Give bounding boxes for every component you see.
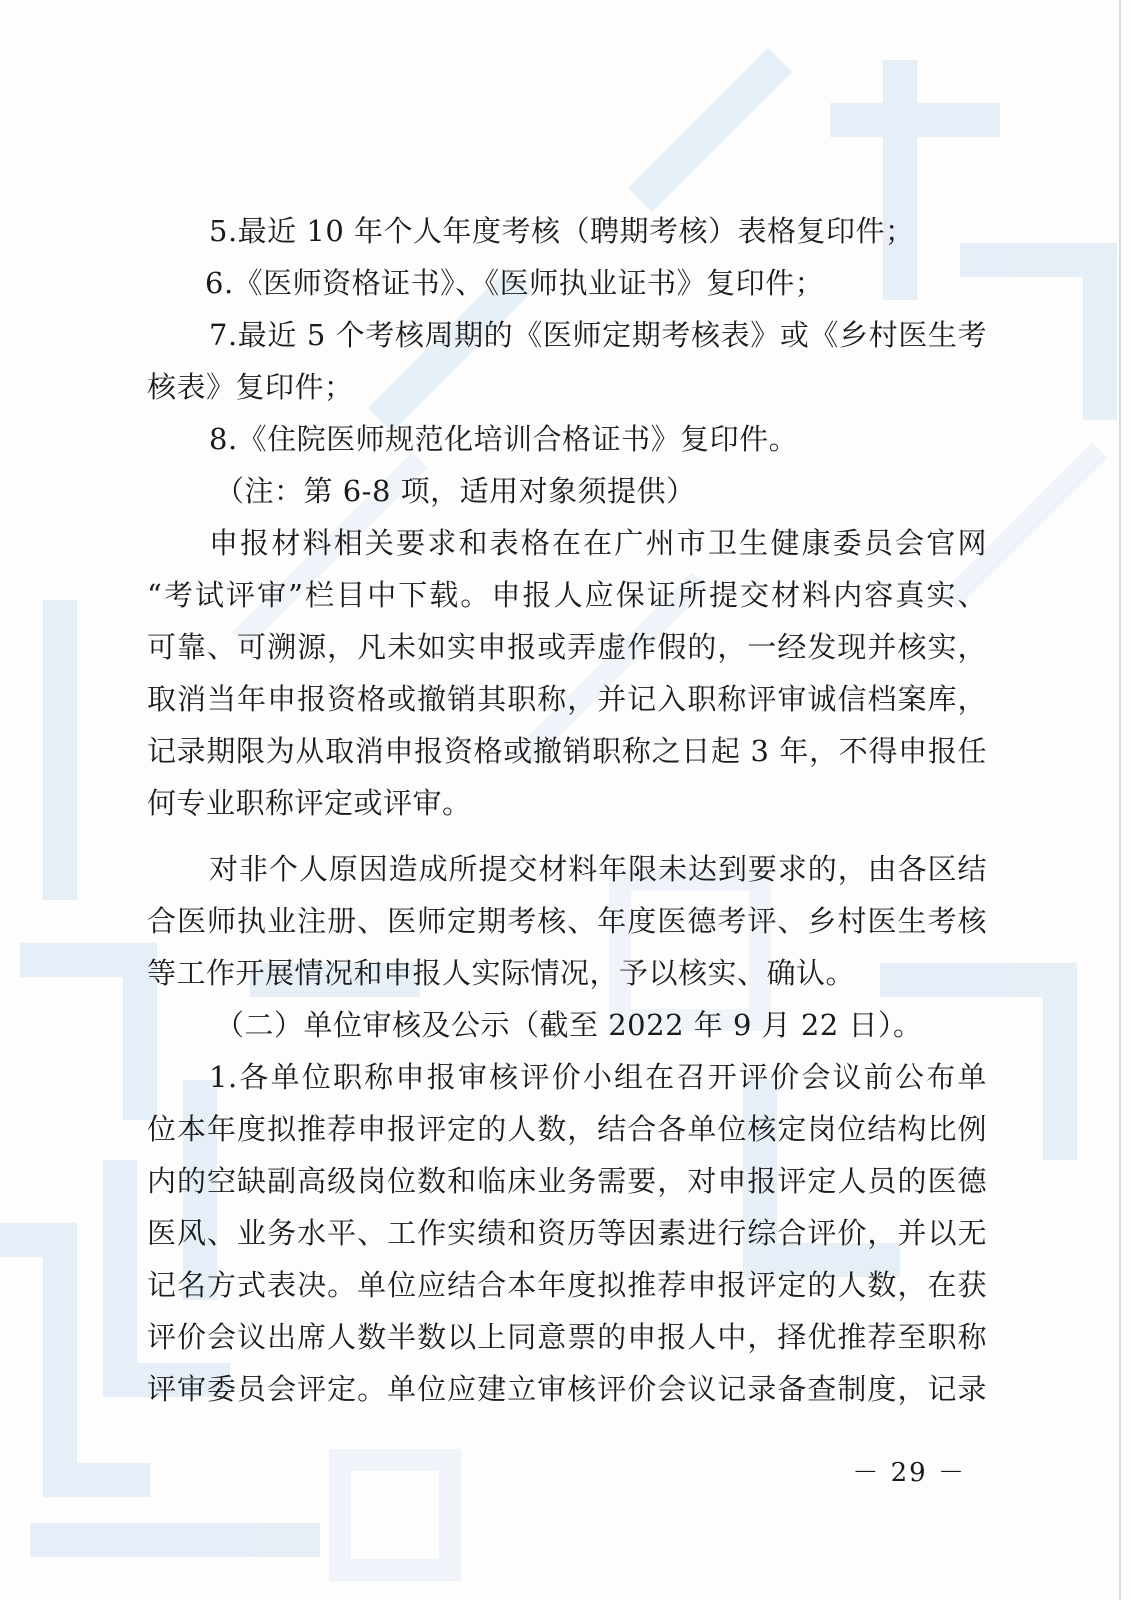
text-line: 评审委员会评定。单位应建立审核评价会议记录备查制度，记录 [147,1372,987,1406]
body-text [147,205,987,1415]
text-line: 6.《医师资格证书》、《医师执业证书》复印件； [205,266,825,300]
text-line: 1.各单位职称申报审核评价小组在召开评价会议前公布单 [209,1060,987,1094]
text-line: 等工作开展情况和申报人实际情况，予以核实、确认。 [147,956,856,990]
text-line: 医风、业务水平、工作实绩和资历等因素进行综合评价，并以无 [147,1216,987,1250]
text-line: 申报材料相关要求和表格在在广州市卫生健康委员会官网 [209,526,987,560]
text-line: 核表》复印件； [147,370,354,404]
text-line: （注：第 6-8 项，适用对象须提供） [215,474,696,508]
text-line: 何专业职称评定或评审。 [147,786,472,820]
text-line: 合医师执业注册、医师定期考核、年度医德考评、乡村医生考核 [147,904,987,938]
text-line: 评价会议出席人数半数以上同意票的申报人中，择优推荐至职称 [147,1320,987,1354]
text-line: 对非个人原因造成所提交材料年限未达到要求的，由各区结 [209,852,987,886]
text-line: “考试评审”栏目中下载。申报人应保证所提交材料内容真实、 [147,578,987,612]
text-line: 记名方式表决。单位应结合本年度拟推荐申报评定的人数，在获 [147,1268,987,1302]
text-line: 5.最近 10 年个人年度考核（聘期考核）表格复印件； [209,214,915,248]
text-line: 7.最近 5 个考核周期的《医师定期考核表》或《乡村医生考 [209,318,987,352]
page-edge-shadow [1119,0,1121,1600]
page-number: － 29 － [852,1458,966,1488]
text-line: 记录期限为从取消申报资格或撤销职称之日起 3 年，不得申报任 [147,734,987,768]
text-line: 取消当年申报资格或撤销其职称，并记入职称评审诚信档案库， [147,682,987,716]
text-line: 内的空缺副高级岗位数和临床业务需要，对申报评定人员的医德 [147,1164,987,1198]
text-line: 8.《住院医师规范化培训合格证书》复印件。 [209,422,799,456]
section-heading: （二）单位审核及公示（截至 2022 年 9 月 22 日）。 [215,1008,923,1042]
text-line: 位本年度拟推荐申报评定的人数，结合各单位核定岗位结构比例 [147,1112,987,1146]
text-line: 可靠、可溯源，凡未如实申报或弄虚作假的，一经发现并核实， [147,630,987,664]
